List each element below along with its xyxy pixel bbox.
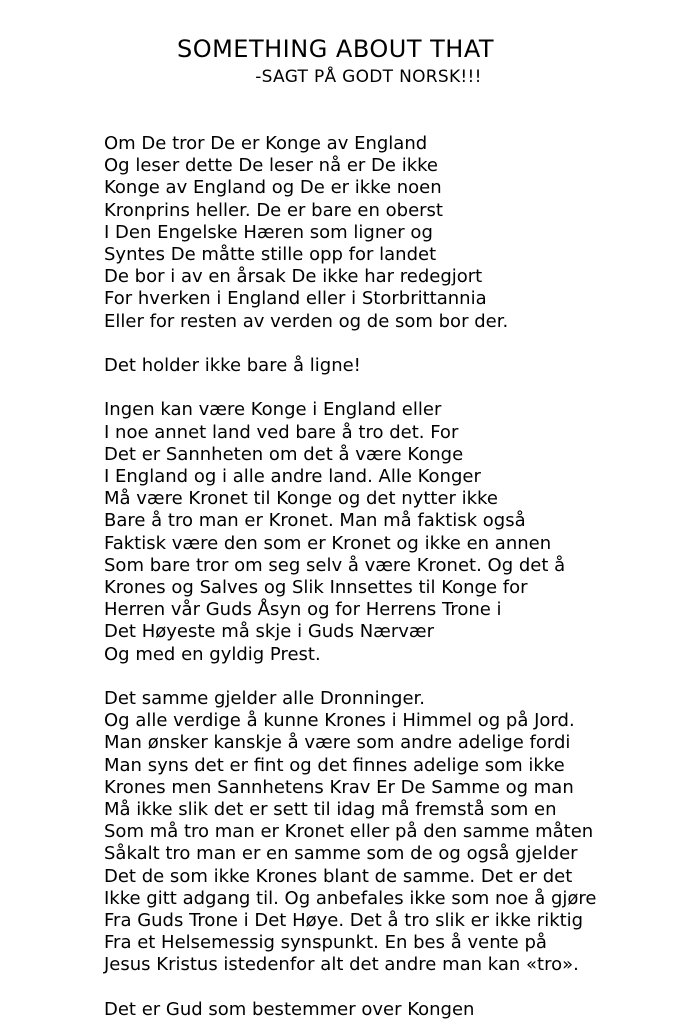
poem-line: Konge av England og De er ikke noen: [104, 177, 442, 199]
poem-line: Krones men Sannhetens Krav Er De Samme og man: [104, 776, 574, 798]
poem: [104, 133, 664, 1021]
poem-line: I Den Engelske Hæren som ligner og: [104, 221, 433, 243]
poem-paragraph: [104, 999, 664, 1021]
poem-line: De bor i av en årsak De ikke har redegjort: [104, 266, 483, 288]
poem-line: Må være Kronet til Konge og det nytter ikke: [104, 488, 498, 510]
poem-line: I England og i alle andre land. Alle Konger: [104, 466, 481, 488]
poem-line: Jesus Kristus istedenfor alt det andre man kan «tro».: [104, 954, 579, 976]
poem-line: Man ønsker kanskje å være som andre adelige fordi: [104, 732, 571, 754]
poem-line: Bare å tro man er Kronet. Man må faktisk også: [104, 510, 526, 532]
poem-paragraph: [104, 399, 664, 665]
poem-line: Som bare tror om seg selv å være Kronet. Og det å: [104, 554, 566, 576]
poem-line: Må ikke slik det er sett til idag må fremstå som en: [104, 799, 557, 821]
poem-line: Ikke gitt adgang til. Og anbefales ikke som noe å gjøre: [104, 887, 597, 909]
poem-line: Det er Sannheten om det å være Konge: [104, 443, 464, 465]
poem-line: Som må tro man er Kronet eller på den samme måten: [104, 821, 594, 843]
poem-line: Krones og Salves og Slik Innsettes til Konge for: [104, 577, 528, 599]
poem-paragraph: [104, 133, 664, 333]
poem-line: Fra Guds Trone i Det Høye. Det å tro slik er ikke riktig: [104, 910, 584, 932]
poem-paragraph: [104, 688, 664, 977]
poem-line: Såkalt tro man er en samme som de og også gjelder: [104, 843, 578, 865]
poem-line: Det er Gud som bestemmer over Kongen: [104, 998, 475, 1020]
poem-line: Man syns det er fint og det finnes adelige som ikke: [104, 754, 565, 776]
poem-line: Fra et Helsemessig synspunkt. En bes å vente på: [104, 932, 547, 954]
poem-line: Om De tror De er Konge av England: [104, 133, 428, 154]
poem-line: Kronprins heller. De er bare en oberst: [104, 199, 443, 221]
poem-line: Og alle verdige å kunne Krones i Himmel og på Jord.: [104, 710, 575, 732]
poem-line: Og med en gyldig Prest.: [104, 643, 321, 665]
poem-line: Herren vår Guds Åsyn og for Herrens Trone i: [104, 599, 502, 621]
poem-line: I noe annet land ved bare å tro det. For: [104, 421, 459, 443]
poem-line: Faktisk være den som er Kronet og ikke en annen: [104, 532, 552, 554]
poem-line: For hverken i England eller i Storbrittannia: [104, 288, 487, 310]
page-subtitle: -SAGT PÅ GODT NORSK!!!: [255, 67, 482, 87]
poem-line: Det samme gjelder alle Dronninger.: [104, 688, 426, 710]
poem-line: Ingen kan være Konge i England eller: [104, 399, 442, 421]
poem-line: Det de som ikke Krones blant de samme. Det er det: [104, 865, 573, 887]
poem-line: Det holder ikke bare å ligne!: [104, 355, 361, 377]
poem-paragraph: [104, 355, 664, 377]
page-title: SOMETHING ABOUT THAT: [176, 35, 495, 63]
poem-line: Og leser dette De leser nå er De ikke: [104, 155, 438, 177]
poem-line: Syntes De måtte stille opp for landet: [104, 244, 437, 266]
poem-line: Eller for resten av verden og de som bor der.: [104, 310, 509, 332]
poem-line: Det Høyeste må skje i Guds Nærvær: [104, 621, 434, 643]
